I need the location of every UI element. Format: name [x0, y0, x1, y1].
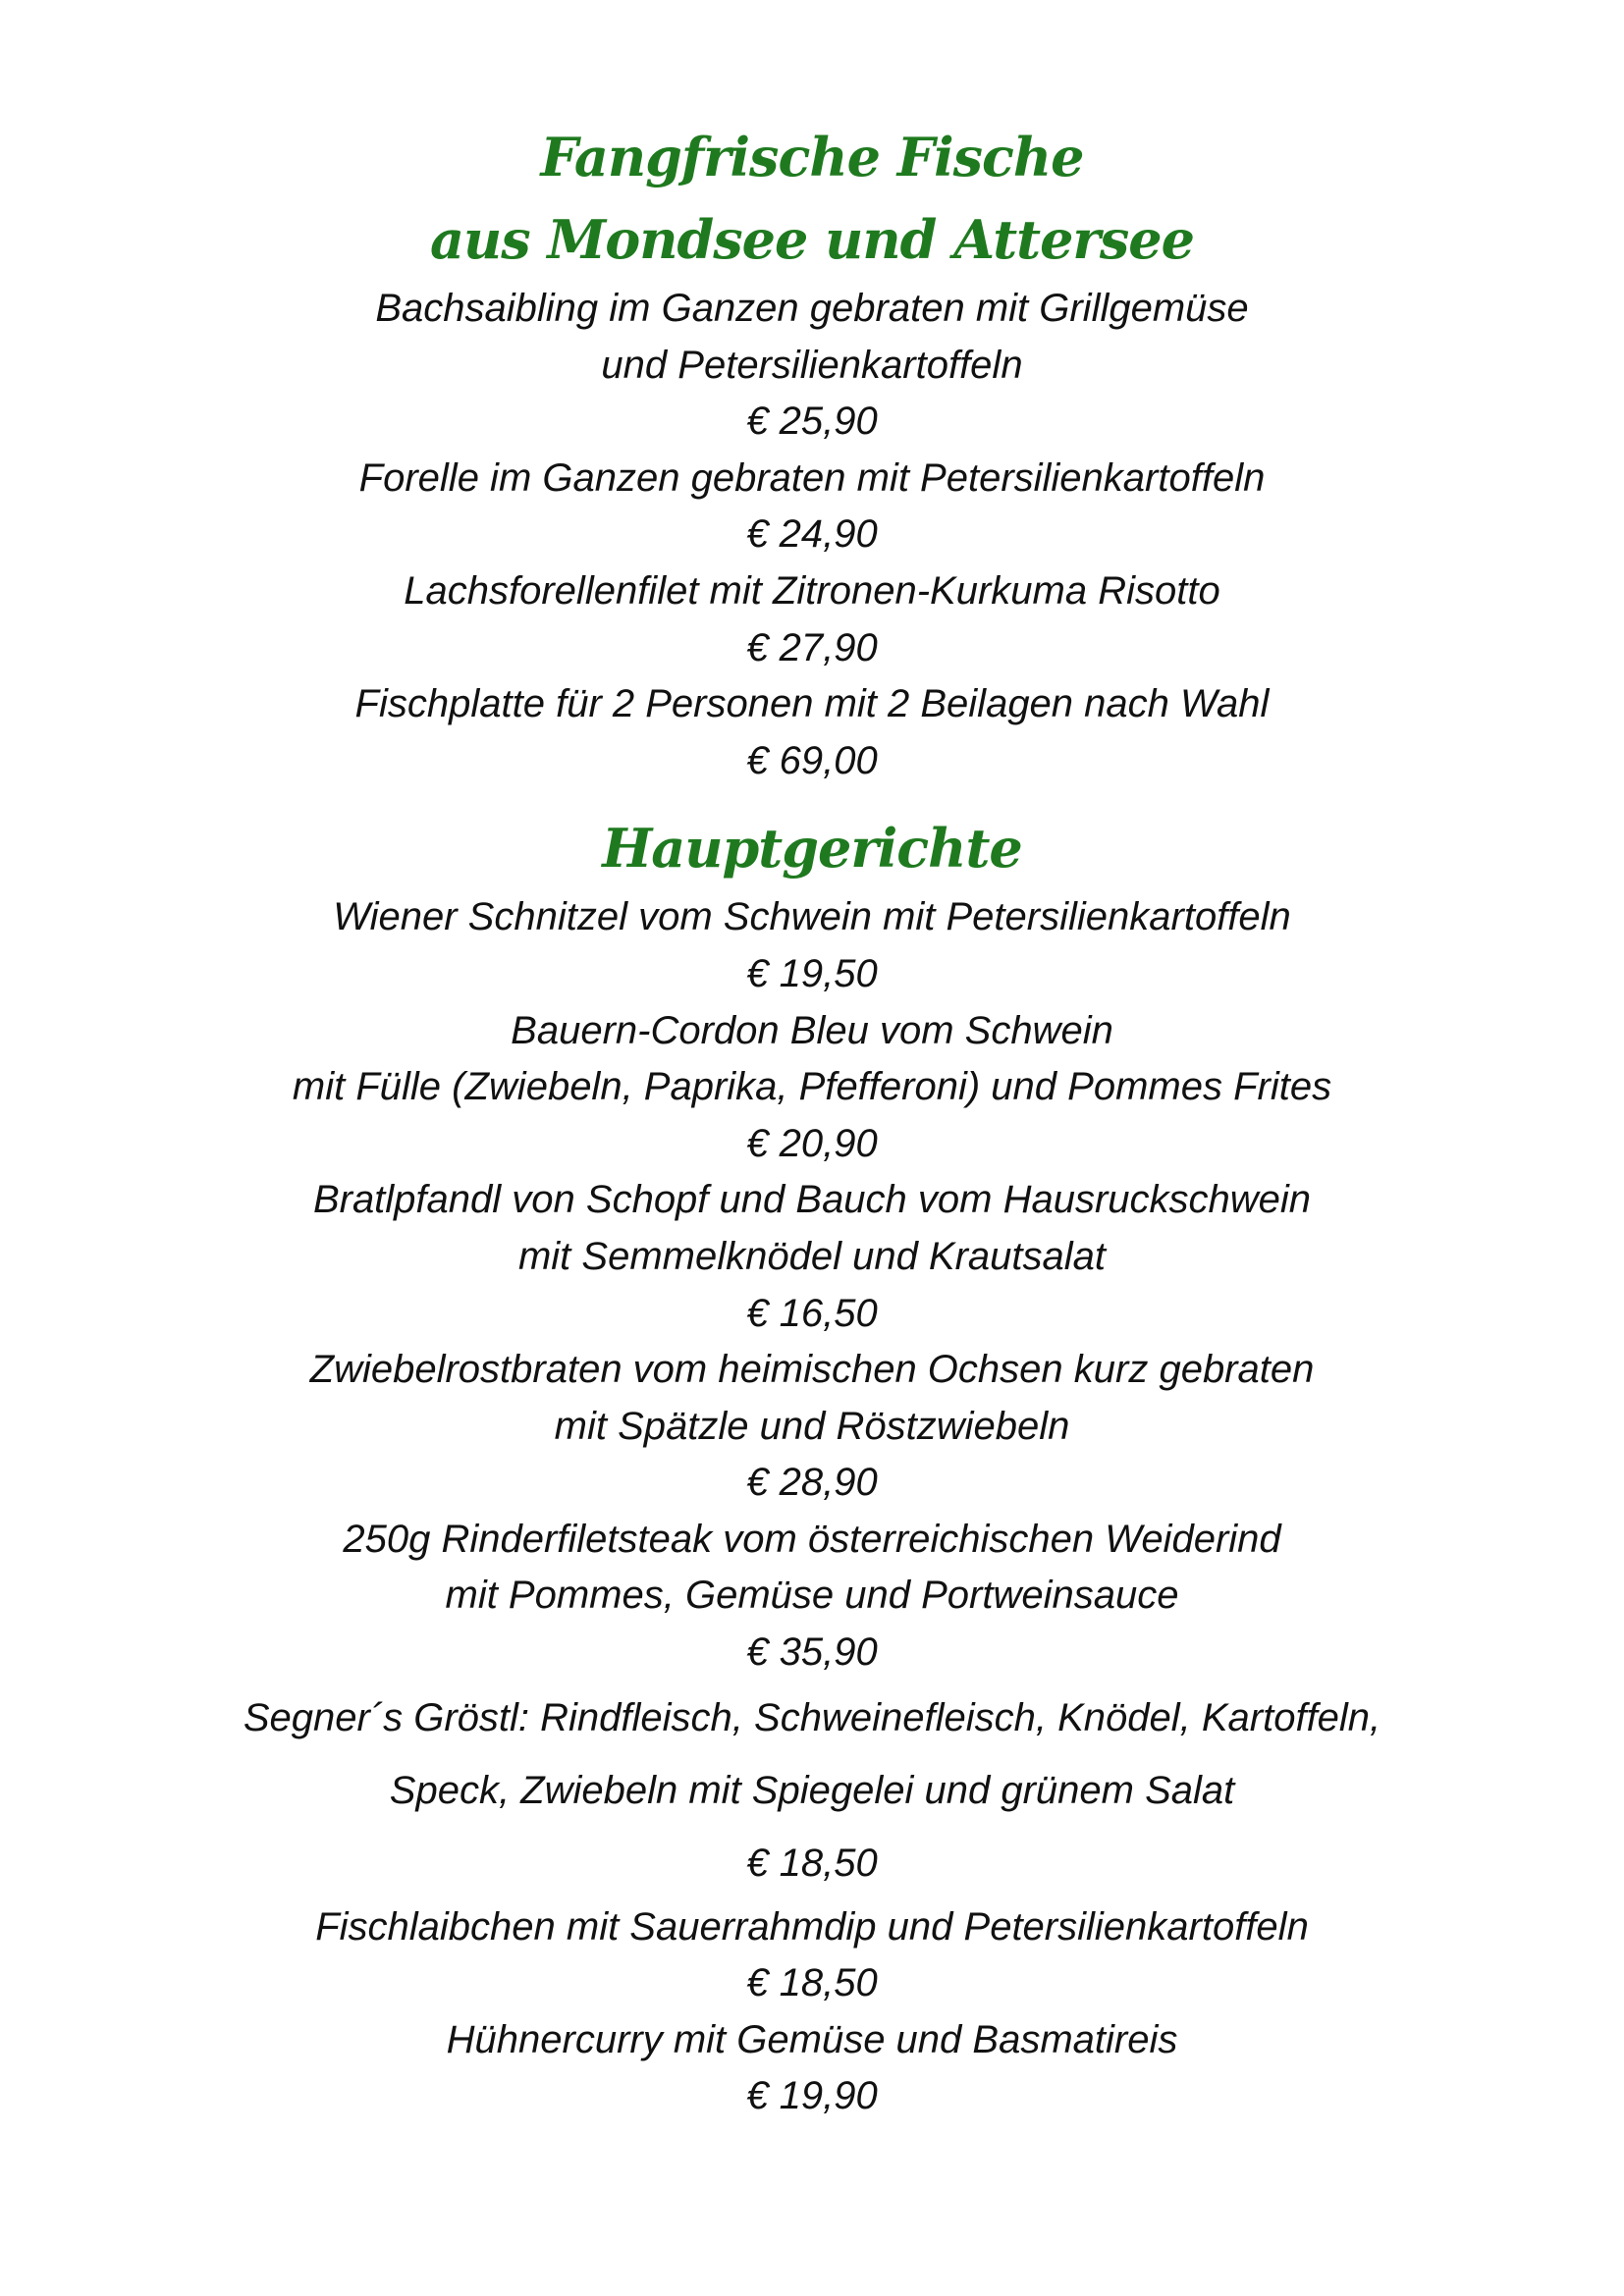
item-description: Lachsforellenfilet mit Zitronen-Kurkuma Risotto	[404, 568, 1220, 613]
menu-content	[0, 116, 1624, 2125]
item-price: € 28,90	[746, 1461, 878, 1505]
menu-item-huehnercurry	[0, 2012, 1624, 2125]
item-price: € 19,90	[746, 2074, 878, 2118]
item-price: € 16,50	[746, 1291, 878, 1335]
fish-heading-line1: Fangfrische Fische	[540, 126, 1084, 188]
menu-item-lachsforellenfilet	[0, 563, 1624, 676]
item-price: € 20,90	[746, 1121, 878, 1165]
menu-item-fischplatte	[0, 676, 1624, 789]
mains-heading: Hauptgerichte	[602, 817, 1022, 881]
menu-item-rinderfiletsteak	[0, 1512, 1624, 1682]
menu-item-zwiebelrostbraten	[0, 1342, 1624, 1512]
item-description: Forelle im Ganzen gebraten mit Petersilienkartoffeln	[358, 455, 1266, 500]
item-price: € 19,50	[746, 951, 878, 995]
item-price: € 18,50	[746, 1841, 878, 1885]
menu-item-forelle	[0, 451, 1624, 563]
item-description: mit Pommes, Gemüse und Portweinsauce	[445, 1574, 1179, 1618]
menu-item-cordon-bleu	[0, 1003, 1624, 1173]
item-price: € 18,50	[746, 1961, 878, 2005]
item-description: Bratlpfandl von Schopf und Bauch vom Hausruckschwein	[312, 1178, 1312, 1222]
item-description: Segner´s Gröstl: Rindfleisch, Schweinefleisch, Knödel, Kartoffeln,	[243, 1695, 1381, 1739]
item-description: 250g Rinderfiletsteak vom österreichischen Weiderind	[343, 1517, 1281, 1561]
item-description: Fischlaibchen mit Sauerrahmdip und Petersilienkartoffeln	[315, 1904, 1309, 1949]
item-description: mit Spätzle und Röstzwiebeln	[554, 1404, 1070, 1448]
item-description: Hühnercurry mit Gemüse und Basmatireis	[446, 2017, 1178, 2061]
mains-section	[0, 807, 1624, 2125]
item-description: Wiener Schnitzel vom Schwein mit Petersilienkartoffeln	[333, 895, 1291, 939]
item-price: € 25,90	[746, 400, 878, 444]
item-description: mit Fülle (Zwiebeln, Paprika, Pfefferoni) und Pommes Frites	[292, 1065, 1332, 1109]
menu-item-bachsaibling	[0, 281, 1624, 451]
item-price: € 24,90	[746, 512, 878, 557]
item-description: Zwiebelrostbraten vom heimischen Ochsen kurz gebraten	[309, 1348, 1315, 1392]
menu-item-fischlaibchen	[0, 1899, 1624, 2012]
item-price: € 35,90	[746, 1630, 878, 1675]
item-description: Bachsaibling im Ganzen gebraten mit Grillgemüse	[375, 287, 1249, 330]
menu-item-bratlpfandl	[0, 1172, 1624, 1342]
item-description: mit Semmelknödel und Krautsalat	[517, 1234, 1107, 1278]
item-price: € 27,90	[746, 625, 878, 669]
item-description: und Petersilienkartoffeln	[601, 343, 1023, 387]
item-price: € 69,00	[746, 738, 878, 782]
fish-section	[0, 116, 1624, 789]
item-description: Fischplatte für 2 Personen mit 2 Beilagen nach Wahl	[354, 682, 1270, 726]
menu-item-groestl	[0, 1682, 1624, 1899]
fish-heading-line2: aus Mondsee und Attersee	[429, 208, 1194, 271]
item-description: Bauern-Cordon Bleu vom Schwein	[511, 1008, 1113, 1052]
item-description: Speck, Zwiebeln mit Spiegelei und grünem Salat	[389, 1768, 1235, 1812]
menu-item-wiener-schnitzel	[0, 889, 1624, 1002]
